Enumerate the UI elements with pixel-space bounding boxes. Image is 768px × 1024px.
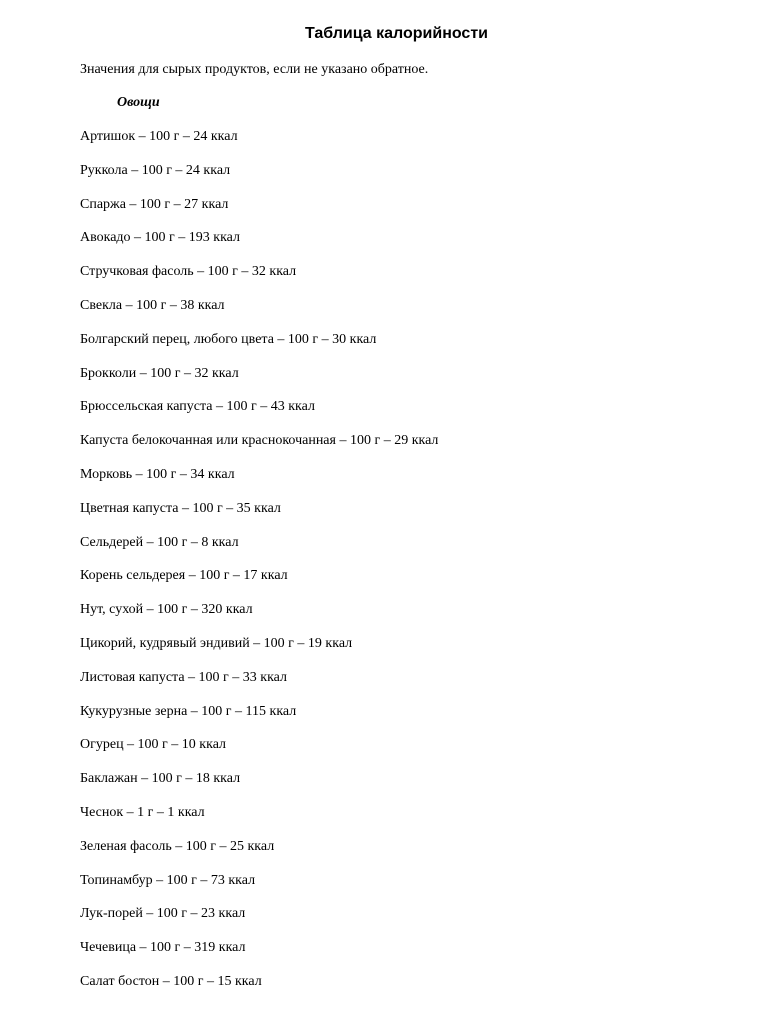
list-item: Капуста белокочанная или краснокочанная – 100 г – 29 ккал bbox=[80, 433, 439, 449]
list-item: Морковь – 100 г – 34 ккал bbox=[80, 466, 235, 482]
list-item: Брюссельская капуста – 100 г – 43 ккал bbox=[80, 399, 315, 415]
list-item: Салат бостон – 100 г – 15 ккал bbox=[80, 973, 262, 989]
list-item: Цветная капуста – 100 г – 35 ккал bbox=[80, 500, 281, 516]
list-item: Руккола – 100 г – 24 ккал bbox=[80, 162, 231, 178]
list-item: Топинамбур – 100 г – 73 ккал bbox=[80, 872, 256, 888]
document-subtitle: Значения для сырых продуктов, если не указано обратное. bbox=[80, 62, 429, 77]
list-item: Свекла – 100 г – 38 ккал bbox=[80, 297, 225, 313]
list-item: Корень сельдерея – 100 г – 17 ккал bbox=[80, 568, 288, 584]
list-item: Огурец – 100 г – 10 ккал bbox=[80, 737, 227, 753]
list-item: Кукурузные зерна – 100 г – 115 ккал bbox=[80, 703, 297, 719]
list-item: Цикорий, кудрявый эндивий – 100 г – 19 ккал bbox=[80, 635, 353, 651]
list-item: Лук-порей – 100 г – 23 ккал bbox=[80, 906, 246, 922]
list-item: Нут, сухой – 100 г – 320 ккал bbox=[80, 602, 253, 618]
list-item: Баклажан – 100 г – 18 ккал bbox=[80, 771, 241, 787]
vegetables-list bbox=[80, 128, 438, 1007]
list-item: Артишок – 100 г – 24 ккал bbox=[80, 129, 238, 144]
list-item: Сельдерей – 100 г – 8 ккал bbox=[80, 534, 239, 550]
document-title: Таблица калорийности bbox=[304, 25, 488, 42]
list-item: Спаржа – 100 г – 27 ккал bbox=[80, 196, 229, 212]
list-item: Стручковая фасоль – 100 г – 32 ккал bbox=[80, 264, 297, 280]
section-heading-vegetables: Овощи bbox=[117, 95, 160, 110]
list-item: Чечевица – 100 г – 319 ккал bbox=[80, 940, 246, 956]
list-item: Болгарский перец, любого цвета – 100 г – 30 ккал bbox=[80, 331, 377, 347]
list-item: Листовая капуста – 100 г – 33 ккал bbox=[80, 669, 287, 685]
list-item: Брокколи – 100 г – 32 ккал bbox=[80, 365, 239, 381]
list-item: Чеснок – 1 г – 1 ккал bbox=[80, 804, 205, 820]
list-item: Авокадо – 100 г – 193 ккал bbox=[80, 230, 241, 246]
list-item: Зеленая фасоль – 100 г – 25 ккал bbox=[80, 838, 275, 854]
